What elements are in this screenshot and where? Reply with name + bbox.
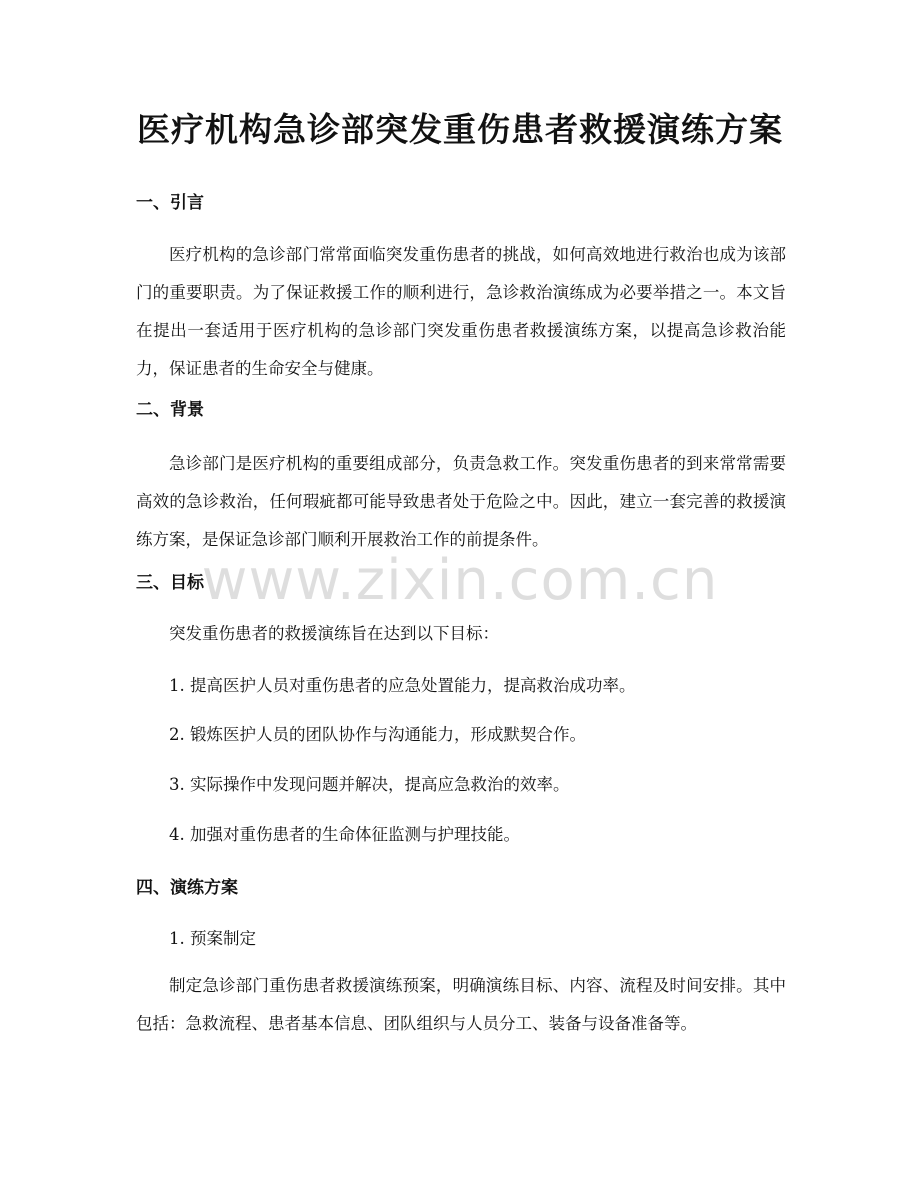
- section-heading-drill-plan: 四、演练方案: [136, 878, 238, 898]
- drill-plan-subheading: 1. 预案制定: [169, 929, 256, 948]
- document-title: 医疗机构急诊部突发重伤患者救援演练方案: [137, 110, 783, 149]
- section-heading-background: 二、背景: [136, 400, 204, 420]
- section-heading-goals: 三、目标: [136, 573, 204, 593]
- section-heading-introduction: 一、引言: [136, 193, 204, 213]
- section-paragraph-drill-plan: 制定急诊部门重伤患者救援演练预案，明确演练目标、内容、流程及时间安排。其中包括：急救流程、患者基本信息、团队组织与人员分工、装备与设备准备等。: [136, 976, 786, 1033]
- goal-item-3: 3. 实际操作中发现问题并解决，提高应急救治的效率。: [169, 775, 570, 794]
- section-paragraph-background: 急诊部门是医疗机构的重要组成部分，负责急救工作。突发重伤患者的到来常常需要高效的急诊救治，任何瑕疵都可能导致患者处于危险之中。因此，建立一套完善的救援演练方案，是保证急诊部门顺利开展救治工作的前提条件。: [136, 454, 786, 549]
- goal-item-4: 4. 加强对重伤患者的生命体征监测与护理技能。: [169, 825, 520, 844]
- goal-item-1: 1. 提高医护人员对重伤患者的应急处置能力，提高救治成功率。: [169, 676, 636, 695]
- goals-intro: 突发重伤患者的救援演练旨在达到以下目标：: [169, 624, 499, 643]
- goal-item-2: 2. 锻炼医护人员的团队协作与沟通能力，形成默契合作。: [169, 725, 586, 744]
- section-paragraph-introduction: 医疗机构的急诊部门常常面临突发重伤患者的挑战，如何高效地进行救治也成为该部门的重要职责。为了保证救援工作的顺利进行，急诊救治演练成为必要举措之一。本文旨在提出一套适用于医疗机构的急诊部门突发重伤患者救援演练方案，以提高急诊救治能力，保证患者的生命安全与健康。: [136, 245, 786, 378]
- watermark: www.zixin.com.cn: [201, 548, 719, 613]
